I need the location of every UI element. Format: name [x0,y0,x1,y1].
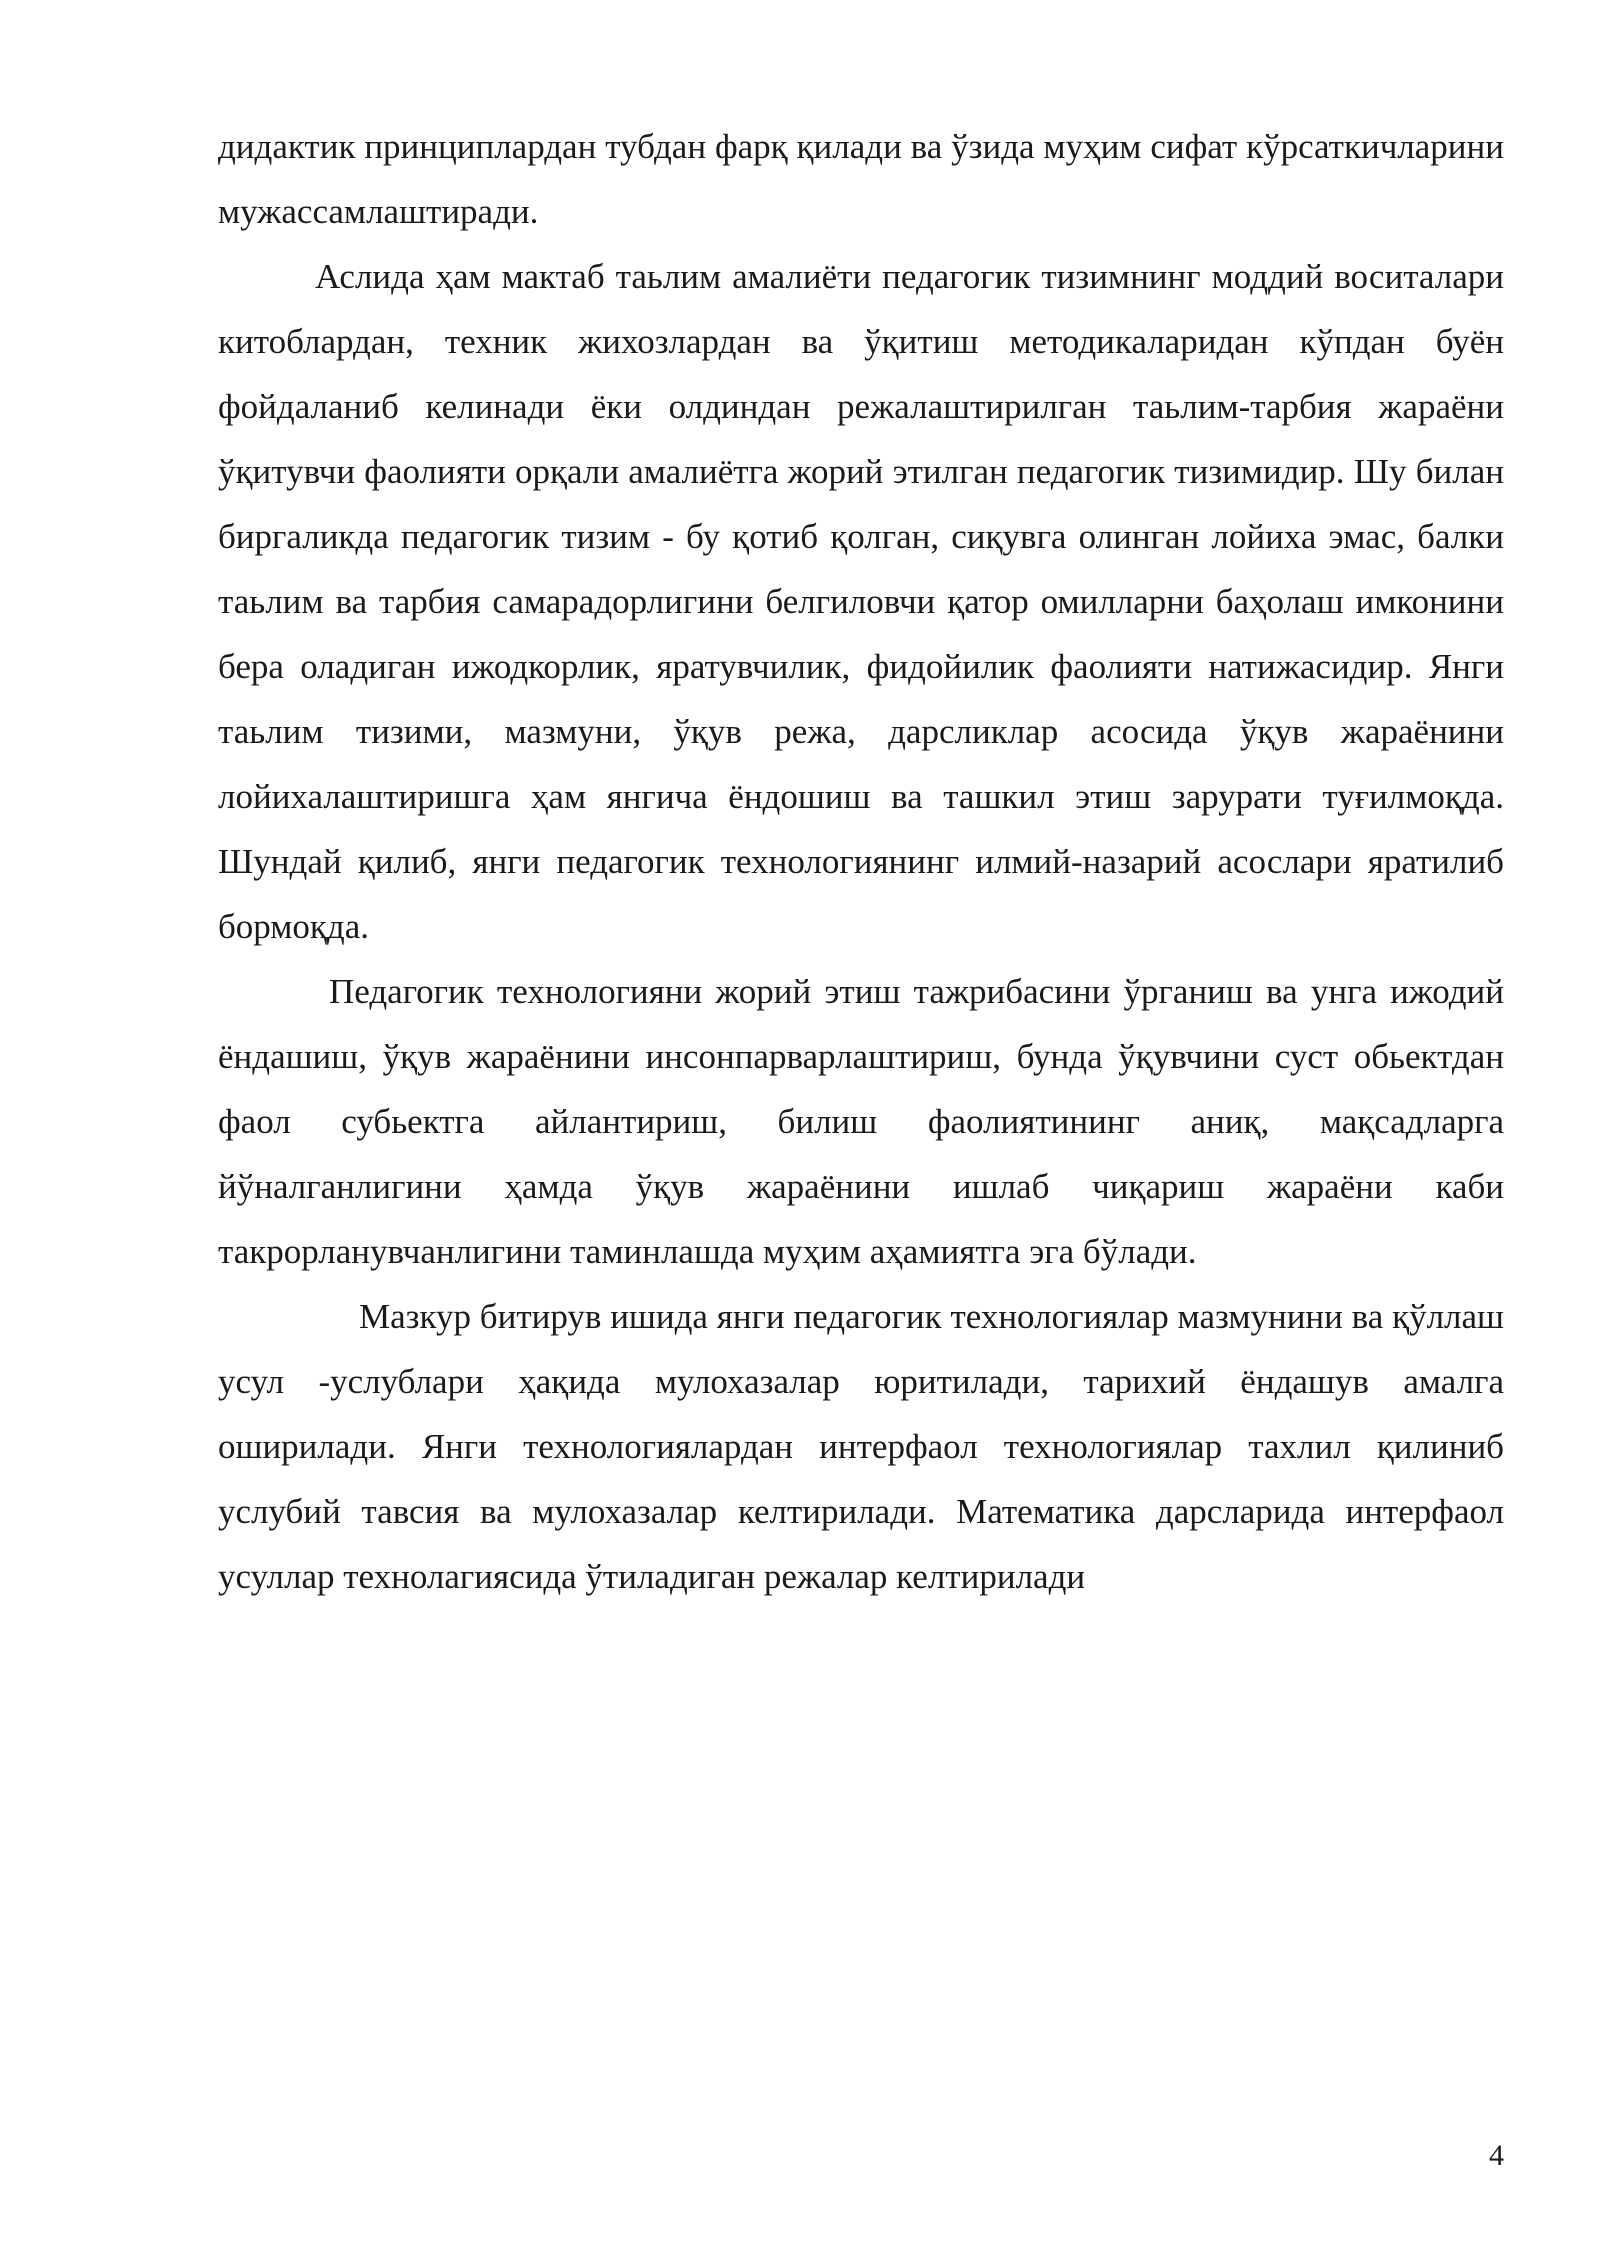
paragraph-4: Мазкур битирув ишида янги педагогик технологиялар мазмунини ва қўллаш усул -услублари ҳақида мулохазалар юритилади, тарихий ёндашув амалга оширилади. Янги технологиялардан интерфаол технологиялар тахлил қилиниб услубий тавсия ва мулохазалар келтирилади. Математика дарсларида интерфаол усуллар технолагиясида ўтиладиган режалар келтирилади [218,1297,1504,1596]
paragraph-1: дидактик принциплардан тубдан фарқ қилади ва ўзида муҳим сифат кўрсаткичларини мужассамлаштиради. [218,127,1504,231]
page-number: 4 [1489,2139,1504,2172]
paragraph-3: Педагогик технологияни жорий этиш тажрибасини ўрганиш ва унга ижодий ёндашиш, ўқув жараёнини инсонпарварлаштириш, бунда ўқувчини суст обьектдан фаол субьектга айлантириш, билиш фаолиятининг аниқ, мақсадларга йўналганлигини ҳамда ўқув жараёнини ишлаб чиқариш жараёни каби такрорланувчанлигини таминлашда муҳим аҳамиятга эга бўлади. [218,972,1504,1271]
paragraph-2: Аслида ҳам мактаб таьлим амалиёти педагогик тизимнинг моддий воситалари китоблардан, техник жихозлардан ва ўқитиш методикаларидан кўпдан буён фойдаланиб келинади ёки олдиндан режалаштирилган таьлим-тарбия жараёни ўқитувчи фаолияти орқали амалиётга жорий этилган педагогик тизимидир. Шу билан биргаликда педагогик тизим - бу қотиб қолган, сиқувга олинган лойиха эмас, балки таьлим ва тарбия самарадорлигини белгиловчи қатор омилларни баҳолаш имконини бера оладиган ижодкорлик, яратувчилик, фидойилик фаолияти натижасидир. Янги таьлим тизими, мазмуни, ўқув режа, дарсликлар асосида ўқув жараёнини лойихалаштиришга ҳам янгича ёндошиш ва ташкил этиш зарурати туғилмоқда. Шундай қилиб, янги педагогик технологиянинг илмий-назарий асослари яратилиб бормоқда. [218,257,1504,946]
document-body [218,114,1504,1609]
